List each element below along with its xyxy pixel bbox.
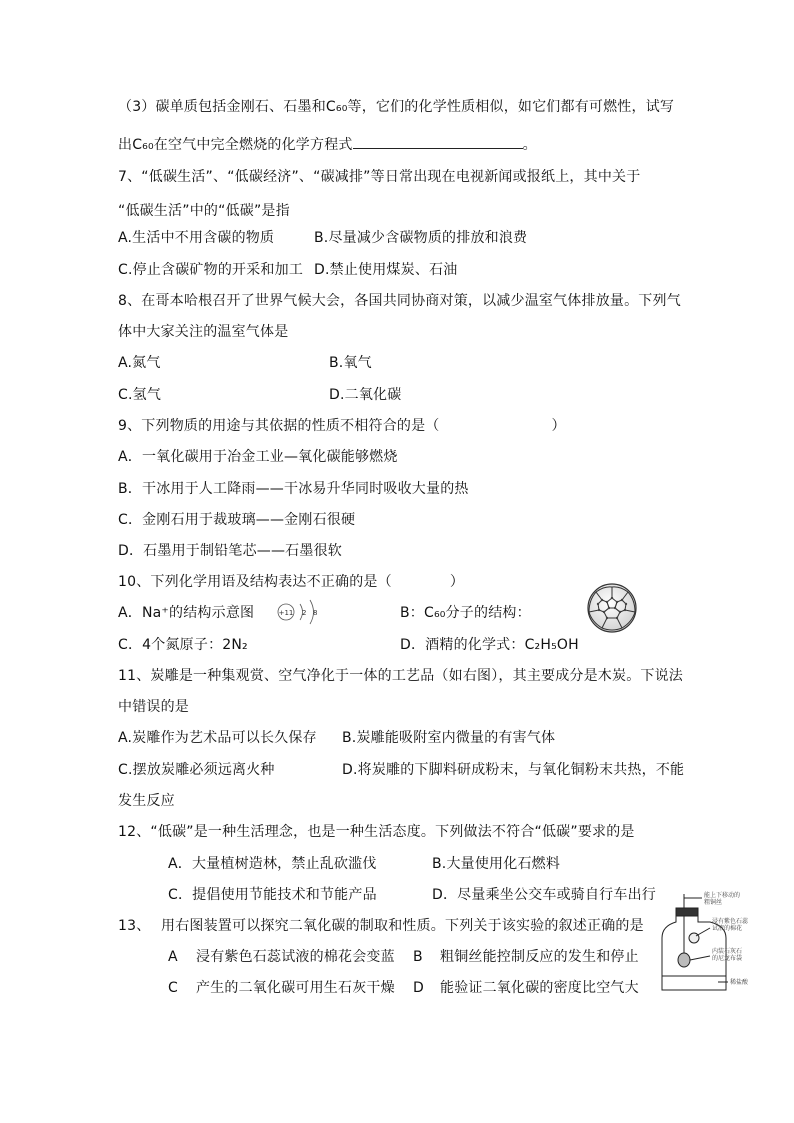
q6-part3-line2 (118, 134, 537, 154)
label-cotton-2: 试液的棉花 (712, 925, 743, 932)
nucleus-charge: +11 (278, 609, 294, 617)
c60-molecule-image (584, 582, 640, 634)
q13-option-a-letter: A (168, 949, 178, 965)
q12-option-c: C．提倡使用节能技术和节能产品 (168, 887, 377, 903)
q10-option-d: D．酒精的化学式：C₂H₅OH (400, 637, 579, 653)
q10-option-c: C．4个氮原子：2N₂ (118, 637, 248, 653)
q10-stem-text: 10、下列化学用语及结构表达不正确的是（ (118, 574, 392, 590)
q9-stem (118, 417, 566, 435)
q8-option-c: C.氢气 (118, 387, 162, 403)
q12-option-d: D．尽量乘坐公交车或骑自行车出行 (432, 887, 656, 903)
q11-option-d-cont: 发生反应 (118, 793, 175, 809)
shell2-count: 8 (313, 609, 318, 617)
q6-part3-line2-end: 。 (522, 137, 537, 153)
q10-option-b: B：C₆₀分子的结构： (400, 605, 531, 621)
q12-option-a: A．大量植树造林，禁止乱砍滥伐 (168, 856, 377, 872)
q13-option-c-letter: C (168, 980, 178, 996)
q12-stem: 12、“低碳”是一种生活理念，也是一种生活态度。下列做法不符合“低碳”要求的是 (118, 824, 635, 840)
q13-option-a: 浸有紫色石蕊试液的棉花会变蓝 (196, 949, 395, 965)
q9-option-d: D．石墨用于制铅笔芯——石墨很软 (118, 543, 342, 559)
label-cotton: 浸有紫色石蕊 (712, 918, 749, 925)
answer-blank[interactable] (353, 134, 523, 149)
q13-option-d-letter: D (413, 980, 424, 996)
q11-option-c: C.摆放炭雕必须远离火种 (118, 762, 275, 778)
q12-option-b: B.大量使用化石燃料 (432, 856, 561, 872)
label-acid: 稀盐酸 (730, 979, 749, 986)
q13-option-d: 能验证二氧化碳的密度比空气大 (440, 980, 639, 996)
q11-option-a: A.炭雕作为艺术品可以长久保存 (118, 730, 317, 746)
label-bag-2: 的尼龙布袋 (712, 955, 743, 962)
na-ion-structure-diagram (274, 596, 324, 628)
q11-stem-line2: 中错误的是 (118, 699, 189, 715)
q11-option-b: B.炭雕能吸附室内微量的有害气体 (342, 730, 556, 746)
q9-stem-text: 9、下列物质的用途与其依据的性质不相符合的是（ (118, 418, 440, 434)
nylon-bag (678, 953, 690, 967)
q7-option-d: D.禁止使用煤炭、石油 (314, 262, 458, 278)
q6-part3-line1: （3）碳单质包括金刚石、石墨和C₆₀等，它们的化学性质相似，如它们都有可燃性，试写 (118, 99, 675, 115)
q9-option-c: C．金刚石用于裁玻璃——金刚石很硬 (118, 512, 356, 528)
q11-stem-line1: 11、炭雕是一种集观赏、空气净化于一体的工艺品（如右图），其主要成分是木炭。下说法 (118, 668, 684, 684)
q10-option-a: A．Na⁺的结构示意图 (118, 605, 255, 621)
label-copper-wire: 能上下移动的 (704, 892, 741, 899)
q6-part3-line2-text: 出C₆₀在空气中完全燃烧的化学方程式 (118, 137, 353, 153)
stopper (676, 908, 698, 916)
q8-option-d: D.二氧化碳 (329, 387, 402, 403)
q7-stem-line2: “低碳生活”中的“低碳”是指 (118, 203, 290, 219)
label-copper-wire-2: 粗铜丝 (704, 899, 723, 906)
q7-option-b: B.尽量减少含碳物质的排放和浪费 (314, 230, 528, 246)
q10-stem (118, 573, 464, 591)
label-bag: 内装石灰石 (712, 948, 743, 955)
q13-number: 13、 (118, 918, 151, 934)
q9-option-a: A．一氧化碳用于冶金工业—氧化碳能够燃烧 (118, 449, 398, 465)
q8-option-b: B.氧气 (329, 355, 372, 371)
q13-option-b-letter: B (413, 949, 423, 965)
q7-option-c: C.停止含碳矿物的开采和加工 (118, 262, 304, 278)
q13-option-b: 粗铜丝能控制反应的发生和停止 (440, 949, 639, 965)
co2-apparatus-diagram (658, 890, 754, 1000)
q7-stem-line1: 7、“低碳生活”、“低碳经济”、“碳减排”等日常出现在电视新闻或报纸上，其中关于 (118, 169, 641, 185)
q8-stem-line1: 8、在哥本哈根召开了世界气候大会，各国共同协商对策，以减少温室气体排放量。下列气 (118, 293, 681, 309)
q10-stem-end: ） (449, 574, 465, 590)
q7-option-a: A.生活中不用含碳的物质 (118, 230, 275, 246)
shell1-count: 2 (302, 609, 307, 617)
q13-option-c: 产生的二氧化碳可用生石灰干燥 (196, 980, 395, 996)
q9-option-b: B．干冰用于人工降雨——干冰易升华同时吸收大量的热 (118, 481, 469, 497)
q9-stem-end: ） (551, 418, 566, 434)
q11-option-d: D.将炭雕的下脚料研成粉末，与氧化铜粉末共热，不能 (342, 762, 685, 778)
q8-stem-line2: 体中大家关注的温室气体是 (118, 324, 289, 340)
q8-option-a: A.氮气 (118, 355, 161, 371)
cotton-ball (689, 933, 699, 943)
q13-stem: 用右图装置可以探究二氧化碳的制取和性质。下列关于该实验的叙述正确的是 (161, 918, 644, 934)
